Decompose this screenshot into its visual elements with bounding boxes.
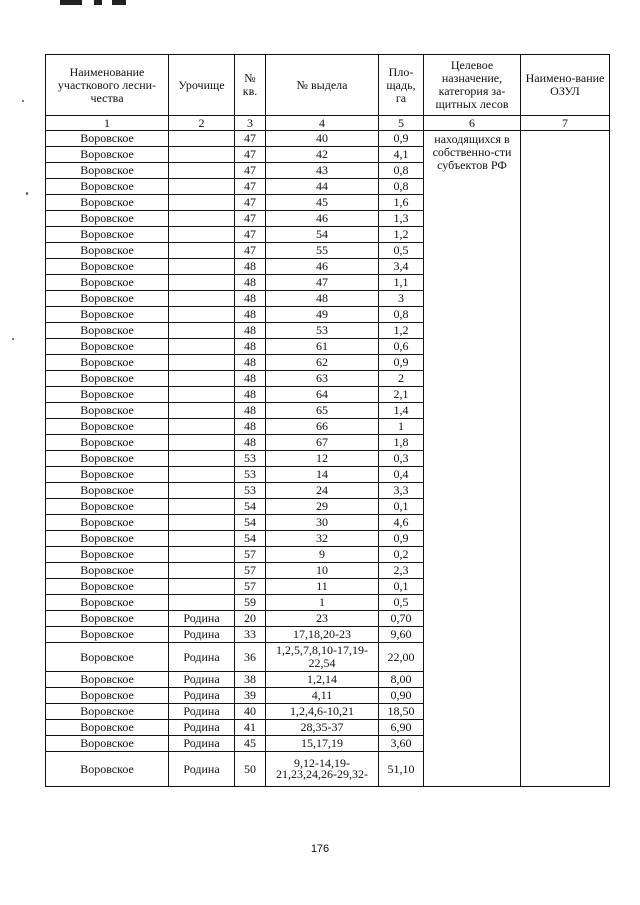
cell-forestry: Воровское [46,736,169,752]
cell-allotment: 30 [266,515,379,531]
cell-forestry: Воровское [46,672,169,688]
cell-forestry: Воровское [46,243,169,259]
column-number: 4 [266,116,379,131]
page-number: 176 [310,843,330,855]
cell-area: 0,8 [379,163,424,179]
cell-forestry: Воровское [46,515,169,531]
cell-allotment: 64 [266,387,379,403]
cell-area: 4,6 [379,515,424,531]
cell-area: 22,00 [379,643,424,672]
cell-tract: Родина [169,752,235,787]
cell-quarter: 48 [235,371,266,387]
cell-quarter: 57 [235,579,266,595]
cell-forestry: Воровское [46,611,169,627]
cell-allotment: 47 [266,275,379,291]
cell-quarter: 48 [235,387,266,403]
cell-tract [169,483,235,499]
cell-area: 2 [379,371,424,387]
cell-quarter: 48 [235,339,266,355]
cell-area: 0,3 [379,451,424,467]
cell-tract: Родина [169,736,235,752]
cell-allotment: 9 [266,547,379,563]
column-number: 1 [46,116,169,131]
cell-forestry: Воровское [46,563,169,579]
cell-tract: Родина [169,672,235,688]
cell-quarter: 38 [235,672,266,688]
cell-forestry: Воровское [46,147,169,163]
cell-allotment: 9,12-14,19-21,23,24,26-29,32- [266,752,379,787]
cell-quarter: 48 [235,275,266,291]
cell-tract [169,595,235,611]
cell-forestry: Воровское [46,307,169,323]
forest-plots-table [45,54,610,787]
cell-tract [169,403,235,419]
cell-forestry: Воровское [46,419,169,435]
cell-quarter: 54 [235,499,266,515]
cell-forestry: Воровское [46,704,169,720]
cell-tract [169,387,235,403]
cell-purpose: находящихся в собственно-сти субъектов РФ [424,131,521,787]
cell-quarter: 48 [235,355,266,371]
cell-allotment: 15,17,19 [266,736,379,752]
cell-quarter: 48 [235,307,266,323]
cell-area: 0,70 [379,611,424,627]
cell-quarter: 48 [235,259,266,275]
cell-area: 8,00 [379,672,424,688]
cell-forestry: Воровское [46,643,169,672]
cell-forestry: Воровское [46,275,169,291]
cell-forestry: Воровское [46,499,169,515]
cell-allotment: 54 [266,227,379,243]
cell-area: 0,9 [379,531,424,547]
cell-quarter: 48 [235,291,266,307]
cell-tract: Родина [169,704,235,720]
cell-quarter: 45 [235,736,266,752]
cell-quarter: 40 [235,704,266,720]
cell-tract [169,307,235,323]
cell-quarter: 57 [235,547,266,563]
cell-quarter: 53 [235,451,266,467]
cell-quarter: 48 [235,419,266,435]
cell-allotment: 65 [266,403,379,419]
cell-tract [169,579,235,595]
column-number: 5 [379,116,424,131]
cell-quarter: 50 [235,752,266,787]
cell-allotment: 23 [266,611,379,627]
cell-allotment: 49 [266,307,379,323]
cell-area: 9,60 [379,627,424,643]
cell-tract [169,147,235,163]
cell-allotment: 28,35-37 [266,720,379,736]
cell-area: 3,4 [379,259,424,275]
cell-quarter: 47 [235,195,266,211]
cell-tract [169,243,235,259]
cell-tract: Родина [169,688,235,704]
cell-forestry: Воровское [46,627,169,643]
cell-forestry: Воровское [46,179,169,195]
cell-area: 51,10 [379,752,424,787]
cell-tract [169,355,235,371]
header-allotment: № выдела [266,55,379,116]
cell-tract [169,339,235,355]
cell-allotment: 4,11 [266,688,379,704]
cell-forestry: Воровское [46,688,169,704]
cell-tract: Родина [169,627,235,643]
cell-allotment: 46 [266,259,379,275]
cell-area: 0,1 [379,579,424,595]
cell-quarter: 33 [235,627,266,643]
cell-tract [169,323,235,339]
cell-allotment: 53 [266,323,379,339]
cell-ozul [521,131,610,787]
cell-quarter: 48 [235,435,266,451]
cell-forestry: Воровское [46,467,169,483]
cell-allotment: 1,2,5,7,8,10-17,19-22,54 [266,643,379,672]
cell-forestry: Воровское [46,211,169,227]
cell-tract [169,275,235,291]
cell-forestry: Воровское [46,323,169,339]
cell-area: 6,90 [379,720,424,736]
cell-forestry: Воровское [46,435,169,451]
cell-forestry: Воровское [46,259,169,275]
cell-allotment: 42 [266,147,379,163]
margin-scan-mark [22,100,24,102]
cell-tract [169,163,235,179]
cell-allotment: 17,18,20-23 [266,627,379,643]
cell-quarter: 48 [235,323,266,339]
cell-quarter: 47 [235,147,266,163]
table-header-row [46,55,610,116]
cell-forestry: Воровское [46,371,169,387]
cell-area: 1,1 [379,275,424,291]
cell-area: 3 [379,291,424,307]
cell-tract [169,451,235,467]
cell-forestry: Воровское [46,403,169,419]
cell-area: 1,4 [379,403,424,419]
cell-allotment: 61 [266,339,379,355]
cell-area: 1,2 [379,227,424,243]
cell-quarter: 59 [235,595,266,611]
cell-quarter: 53 [235,467,266,483]
cell-area: 2,1 [379,387,424,403]
cell-quarter: 53 [235,483,266,499]
cell-forestry: Воровское [46,595,169,611]
cell-forestry: Воровское [46,291,169,307]
cell-forestry: Воровское [46,355,169,371]
cell-allotment: 45 [266,195,379,211]
cell-tract [169,195,235,211]
header-area: Пло-щадь, га [379,55,424,116]
cell-tract [169,211,235,227]
header-forestry: Наименование участкового лесни-чества [46,55,169,116]
cell-tract [169,531,235,547]
cell-area: 1,8 [379,435,424,451]
cell-tract [169,259,235,275]
cell-forestry: Воровское [46,720,169,736]
header-ozul: Наимено-вание ОЗУЛ [521,55,610,116]
cell-area: 2,3 [379,563,424,579]
cell-allotment: 46 [266,211,379,227]
cell-tract [169,515,235,531]
cell-area: 18,50 [379,704,424,720]
column-number: 7 [521,116,610,131]
cell-tract [169,467,235,483]
cell-allotment: 44 [266,179,379,195]
column-number: 2 [169,116,235,131]
cell-area: 0,2 [379,547,424,563]
cell-quarter: 54 [235,531,266,547]
cell-forestry: Воровское [46,547,169,563]
cell-allotment: 11 [266,579,379,595]
cell-allotment: 29 [266,499,379,515]
cell-tract: Родина [169,643,235,672]
header-quarter: № кв. [235,55,266,116]
header-purpose: Целевое назначение, категория за-щитных лесов [424,55,521,116]
cell-area: 1,2 [379,323,424,339]
cell-allotment: 1,2,4,6-10,21 [266,704,379,720]
cell-tract [169,227,235,243]
cell-allotment: 67 [266,435,379,451]
cell-allotment: 10 [266,563,379,579]
header-tract: Урочище [169,55,235,116]
cell-area: 0,6 [379,339,424,355]
cell-quarter: 47 [235,131,266,147]
cell-forestry: Воровское [46,483,169,499]
cell-forestry: Воровское [46,387,169,403]
cell-area: 0,90 [379,688,424,704]
cell-allotment: 14 [266,467,379,483]
cell-area: 0,9 [379,355,424,371]
cell-quarter: 47 [235,243,266,259]
cell-area: 3,3 [379,483,424,499]
cell-area: 0,5 [379,243,424,259]
cell-area: 1 [379,419,424,435]
column-number: 6 [424,116,521,131]
cell-tract [169,499,235,515]
cell-allotment: 32 [266,531,379,547]
cell-tract [169,131,235,147]
cell-quarter: 20 [235,611,266,627]
margin-scan-mark [12,338,14,340]
column-number: 3 [235,116,266,131]
cell-forestry: Воровское [46,451,169,467]
cell-forestry: Воровское [46,531,169,547]
cell-area: 0,5 [379,595,424,611]
cell-tract [169,435,235,451]
cell-area: 1,6 [379,195,424,211]
cell-quarter: 47 [235,163,266,179]
cell-area: 1,3 [379,211,424,227]
cell-area: 3,60 [379,736,424,752]
cell-allotment: 62 [266,355,379,371]
cell-area: 0,4 [379,467,424,483]
cell-allotment: 40 [266,131,379,147]
cell-tract [169,371,235,387]
cell-forestry: Воровское [46,339,169,355]
cell-tract [169,291,235,307]
cell-forestry: Воровское [46,752,169,787]
cell-allotment: 1,2,14 [266,672,379,688]
cell-forestry: Воровское [46,163,169,179]
cell-forestry: Воровское [46,227,169,243]
cell-tract [169,419,235,435]
cell-allotment: 1 [266,595,379,611]
cell-allotment: 55 [266,243,379,259]
cell-forestry: Воровское [46,195,169,211]
cell-forestry: Воровское [46,131,169,147]
cell-tract [169,563,235,579]
cell-quarter: 41 [235,720,266,736]
cell-area: 0,9 [379,131,424,147]
cell-area: 0,1 [379,499,424,515]
cell-quarter: 57 [235,563,266,579]
margin-scan-mark [26,192,28,195]
cell-allotment: 12 [266,451,379,467]
cell-area: 0,8 [379,179,424,195]
cell-quarter: 39 [235,688,266,704]
cell-allotment: 48 [266,291,379,307]
column-number-row [46,116,610,131]
cell-allotment: 63 [266,371,379,387]
cell-area: 0,8 [379,307,424,323]
cell-allotment: 43 [266,163,379,179]
cell-quarter: 47 [235,179,266,195]
table-row [46,131,610,147]
cell-quarter: 48 [235,403,266,419]
cell-forestry: Воровское [46,579,169,595]
cell-tract [169,179,235,195]
cell-tract: Родина [169,720,235,736]
cell-tract: Родина [169,611,235,627]
top-scan-mark [60,0,130,6]
cell-quarter: 47 [235,211,266,227]
cell-allotment: 66 [266,419,379,435]
cell-tract [169,547,235,563]
cell-quarter: 47 [235,227,266,243]
table-body [46,131,610,787]
cell-quarter: 36 [235,643,266,672]
cell-allotment: 24 [266,483,379,499]
cell-area: 4,1 [379,147,424,163]
cell-quarter: 54 [235,515,266,531]
